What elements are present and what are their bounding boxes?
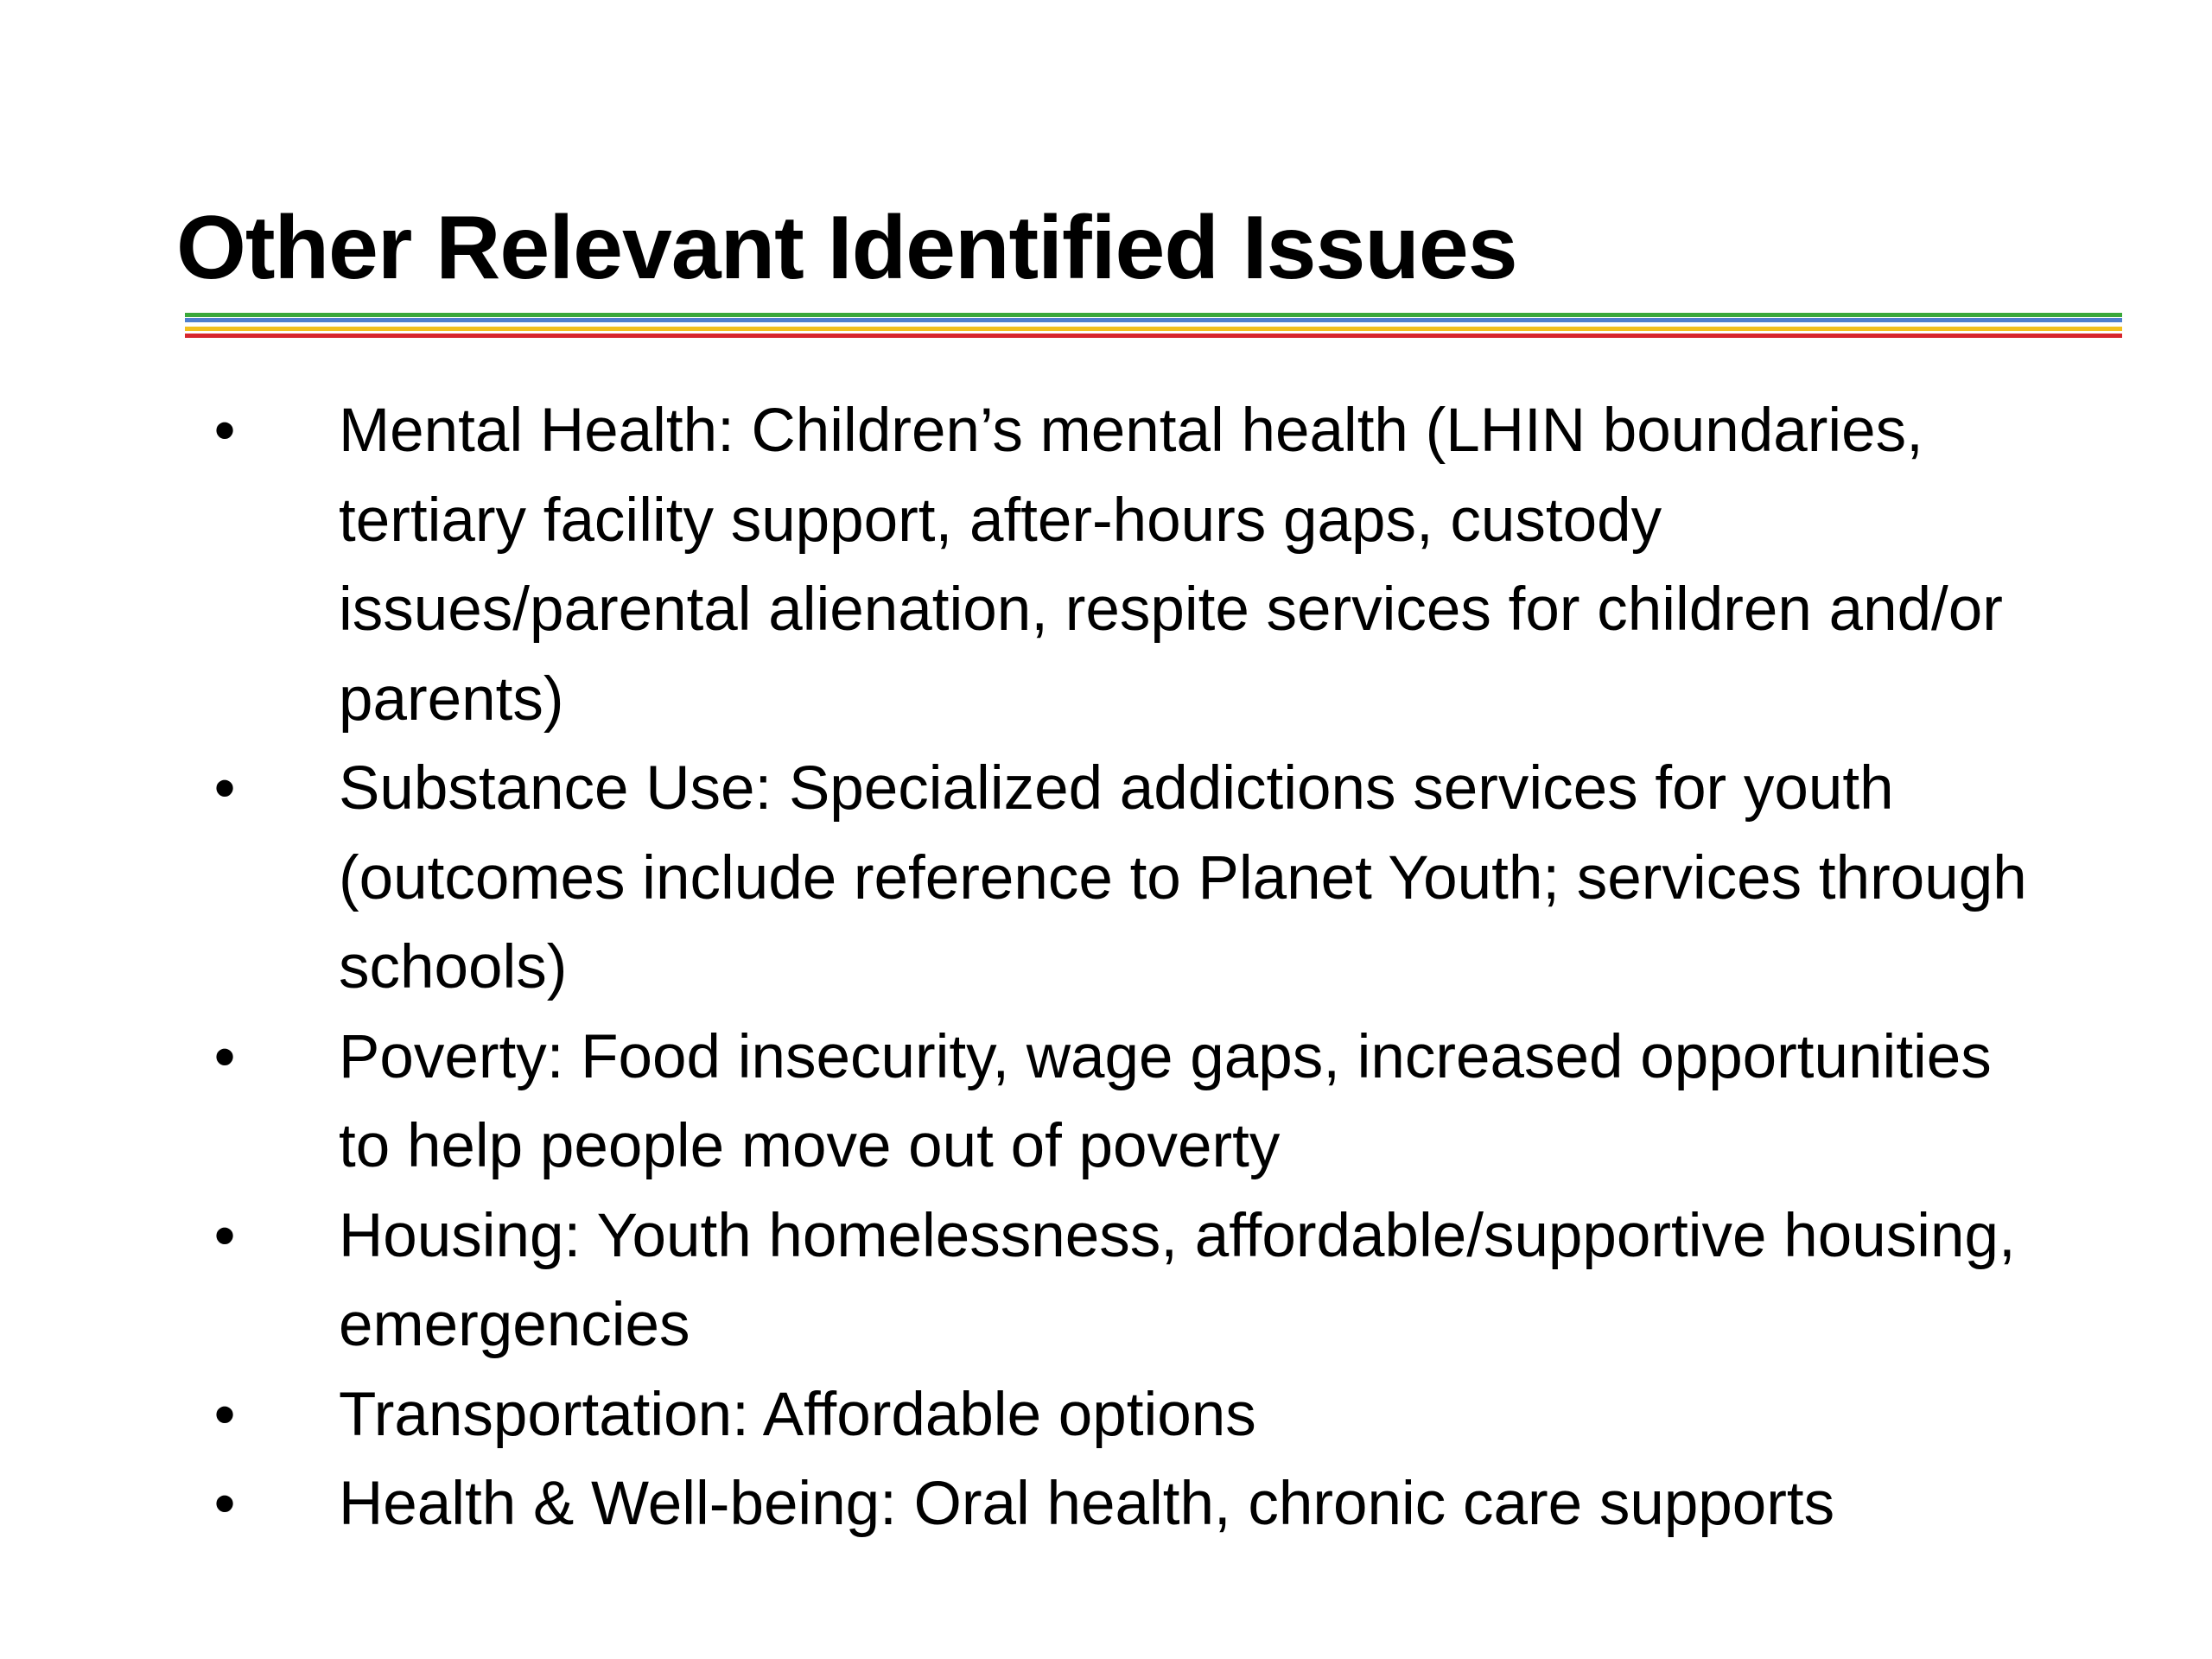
bullet-icon: •	[213, 1201, 236, 1270]
bullet-text: Mental Health: Children’s mental health (LHIN boundaries, tertiary facility support, after-hours gaps, custody issues/parental alienation, respite services for children and/or parents)	[339, 397, 2003, 734]
bullet-text: Transportation: Affordable options	[339, 1380, 1256, 1449]
bullet-item-transportation	[0, 1370, 2058, 1460]
bullet-icon: •	[213, 1470, 236, 1538]
bullet-icon: •	[213, 754, 236, 823]
slide-title: Other Relevant Identified Issues	[176, 198, 1517, 298]
bullet-text: Health & Well-being: Oral health, chronic care supports	[339, 1470, 1835, 1538]
bullet-icon: •	[213, 1380, 236, 1449]
title-rule-red	[185, 334, 2122, 338]
bullet-item-poverty	[0, 1013, 2058, 1192]
title-rule-yellow	[185, 327, 2122, 331]
title-rule-green	[185, 313, 2122, 317]
bullet-icon: •	[213, 397, 236, 465]
bullet-text: Poverty: Food insecurity, wage gaps, increased opportunities to help people move out of poverty	[339, 1022, 1992, 1180]
bullet-item-housing	[0, 1192, 2058, 1370]
bullet-item-health-well-being	[0, 1459, 2058, 1549]
title-rule-blue	[185, 318, 2122, 322]
bullet-text: Substance Use: Specialized addictions services for youth (outcomes include reference to Planet Youth; services through schools)	[339, 754, 2027, 1001]
bullet-text: Housing: Youth homelessness, affordable/supportive housing, emergencies	[339, 1201, 2016, 1359]
bullet-icon: •	[213, 1022, 236, 1091]
bullet-item-substance-use	[0, 744, 2058, 1013]
bullet-item-mental-health	[0, 386, 2058, 744]
bullet-list	[0, 386, 2212, 1549]
